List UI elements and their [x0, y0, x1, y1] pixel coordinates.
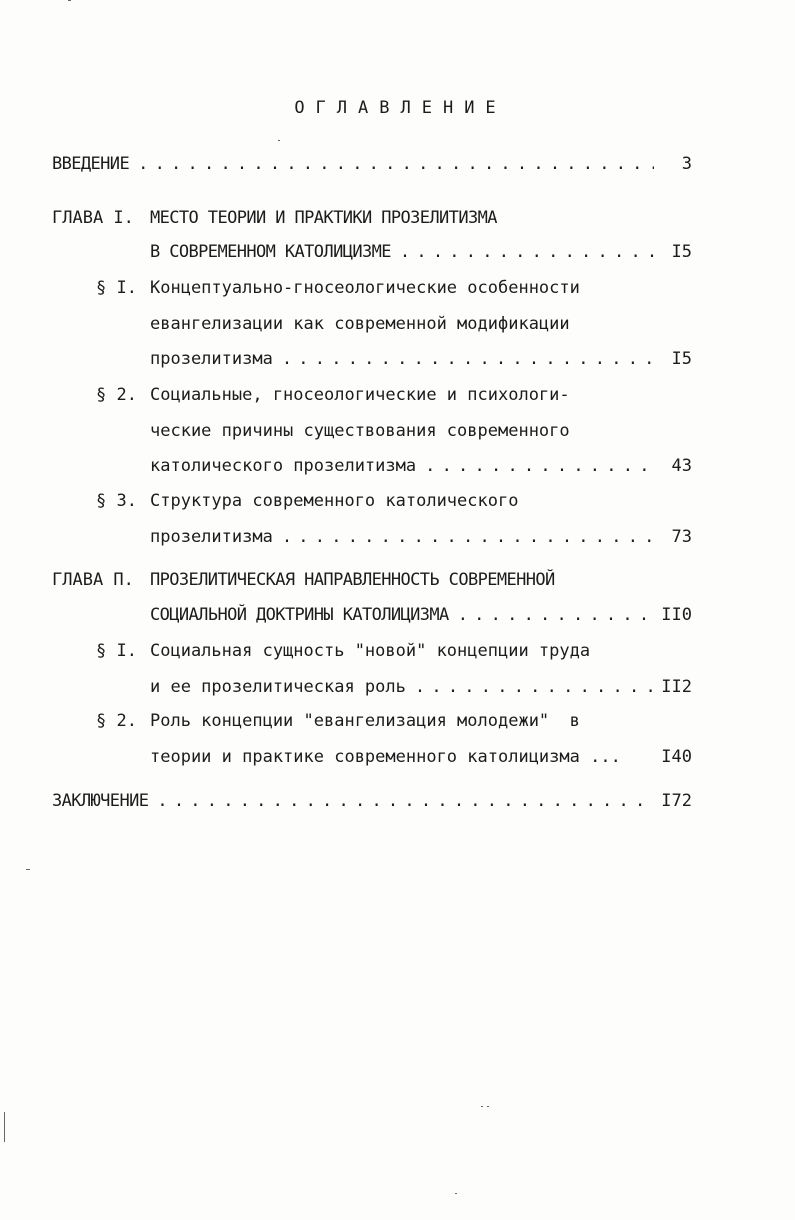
toc-section-title-line: Социальные, гносеологические и психологи- [150, 385, 570, 405]
page-title: ОГЛАВЛЕНИЕ [294, 98, 507, 118]
dot-leader [157, 789, 653, 813]
toc-label: прозелитизма [150, 349, 273, 369]
toc-entry-chapter-1 [150, 240, 692, 264]
toc-page-number: II2 [661, 677, 692, 697]
toc-entry-introduction [52, 152, 692, 176]
toc-chapter-prefix: ГЛАВА П. [52, 570, 134, 590]
scan-speck [278, 140, 280, 141]
toc-entry-conclusion [52, 789, 692, 813]
toc-page-number: I5 [671, 349, 692, 369]
toc-entry-section-1-1 [150, 347, 692, 371]
toc-page-number: II0 [661, 605, 692, 625]
toc-page-number: I40 [661, 747, 692, 767]
dot-leader [138, 152, 654, 176]
toc-label: В СОВРЕМЕННОМ КАТОЛИЦИЗМЕ [150, 242, 391, 262]
toc-label: прозелитизма [150, 527, 273, 547]
scan-margin-mark [4, 1112, 5, 1142]
scan-speck [455, 1193, 457, 1194]
toc-page-number: I72 [661, 791, 692, 811]
toc-section-title-line: Концептуально-гносеологические особенности [150, 278, 580, 298]
toc-entry-section-1-2 [150, 454, 692, 478]
toc-section-prefix: § 2. [96, 385, 137, 405]
toc-section-prefix: § I. [96, 278, 137, 298]
scan-speck [26, 869, 30, 870]
toc-section-prefix: § I. [96, 641, 137, 661]
toc-section-prefix: § 2. [96, 711, 137, 731]
scan-speck [481, 1106, 483, 1107]
toc-section-title-line: Структура современного католического [150, 491, 519, 511]
toc-chapter-prefix: ГЛАВА I. [52, 208, 134, 228]
toc-page-number: 43 [671, 456, 692, 476]
toc-section-title-line: евангелизации как современной модификации [150, 314, 570, 334]
dot-leader [425, 454, 654, 478]
dot-leader [400, 240, 654, 264]
toc-section-title-line: Роль концепции "евангелизация молодежи" в [150, 711, 580, 731]
toc-label: ВВЕДЕНИЕ [52, 154, 130, 174]
toc-label: теории и практике современного католицизма ... [150, 747, 621, 767]
scan-speck [68, 0, 71, 1]
toc-section-title-line: ческие причины существования современного [150, 421, 570, 441]
toc-entry-section-2-1 [150, 675, 692, 699]
toc-label: и ее прозелитическая роль [150, 677, 406, 697]
dot-leader [415, 675, 653, 699]
toc-chapter-title-line: ПРОЗЕЛИТИЧЕСКАЯ НАПРАВЛЕННОСТЬ СОВРЕМЕННОЙ [150, 570, 555, 590]
toc-label: ЗАКЛЮЧЕНИЕ [52, 791, 149, 811]
toc-page-number: 3 [681, 154, 692, 174]
toc-label: католического прозелитизма [150, 456, 417, 476]
toc-entry-section-2-2 [150, 745, 692, 769]
toc-section-prefix: § 3. [96, 491, 137, 511]
toc-label: СОЦИАЛЬНОЙ ДОКТРИНЫ КАТОЛИЦИЗМА [150, 605, 449, 625]
dot-leader [282, 347, 654, 371]
toc-section-title-line: Социальная сущность "новой" концепции труда [150, 641, 591, 661]
dot-leader [282, 525, 654, 549]
scan-speck [487, 1106, 489, 1107]
toc-entry-section-1-3 [150, 525, 692, 549]
toc-page-number: 73 [671, 527, 692, 547]
toc-entry-chapter-2 [150, 603, 692, 627]
dot-leader [458, 603, 654, 627]
toc-page-number: I5 [671, 242, 692, 262]
toc-chapter-title-line: МЕСТО ТЕОРИИ И ПРАКТИКИ ПРОЗЕЛИТИЗМА [150, 208, 497, 228]
